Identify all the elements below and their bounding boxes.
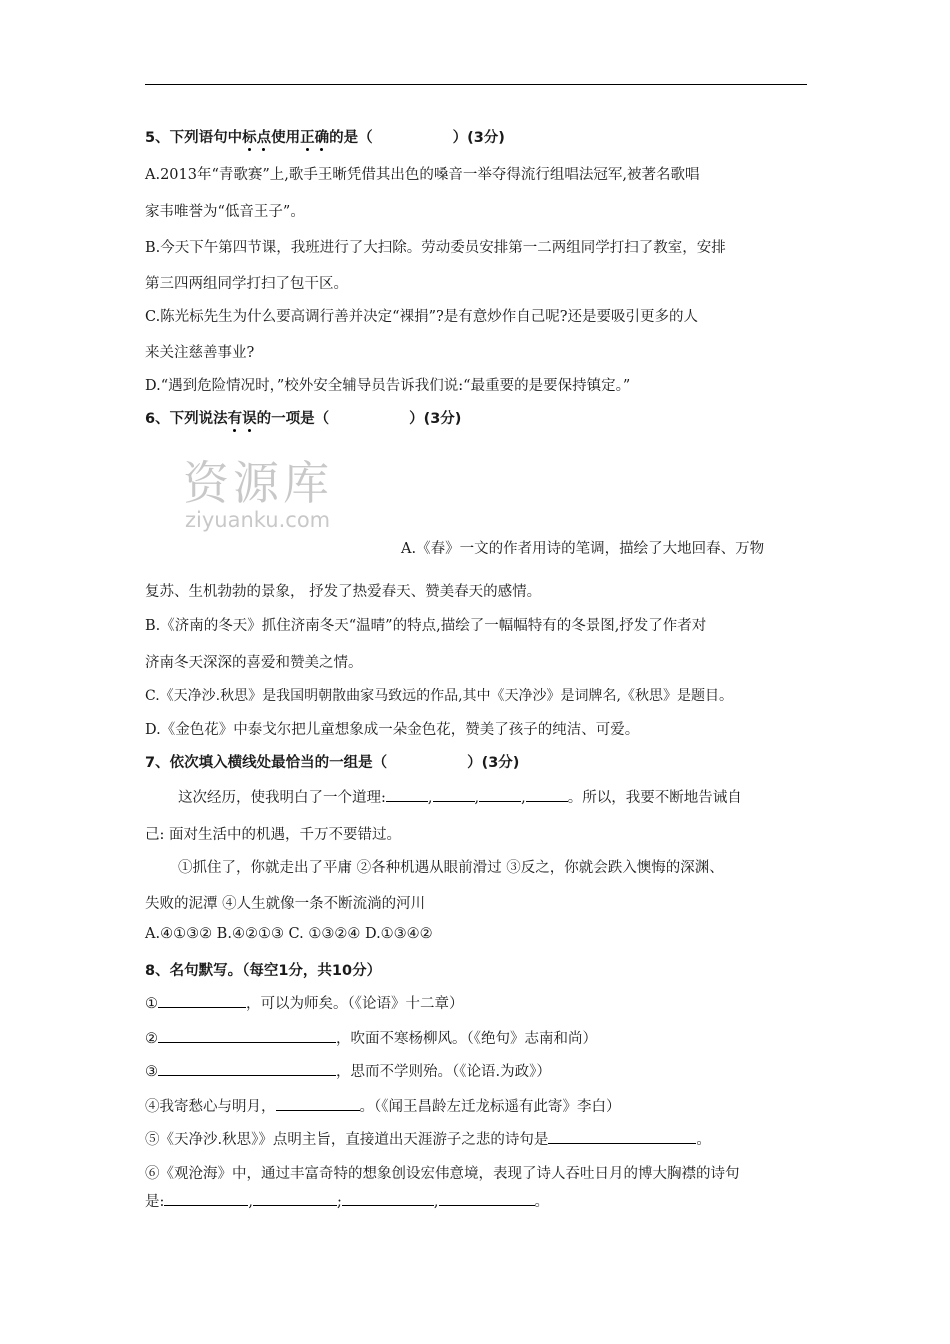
q8-item-text: 。（《闻王昌龄左迁龙标遥有此寄》李白） — [359, 1099, 621, 1115]
q7-passage-line2: 己: 面对生活中的机遇，千万不要错过。 — [145, 827, 401, 843]
question-5-title-text: 使用 — [271, 130, 301, 146]
fill-blank[interactable] — [158, 1062, 336, 1076]
q6-option-b-line2: 济南冬天深深的喜爱和赞美之情。 — [145, 655, 363, 671]
q6-option-a-line2: 复苏、生机勃勃的景象， 抒发了热爱春天、赞美春天的感情。 — [145, 584, 542, 600]
question-5-title — [145, 126, 505, 147]
watermark-en: ziyuanku.com — [185, 508, 331, 532]
question-5-title-text: 5、下列语句中 — [145, 130, 243, 146]
question-6-title-text: 6、下列说法 — [145, 411, 228, 427]
answer-gap — [373, 129, 453, 142]
fill-blank[interactable] — [164, 1192, 248, 1206]
emphasis-char: 误 — [242, 411, 257, 427]
emphasis-char: 点 — [256, 130, 272, 146]
question-7-title-text: 7、依次填入横线处最恰当的一组是（ — [145, 755, 388, 771]
q7-sentences-line1: ①抓住了，你就走出了平庸 ②各种机遇从眼前滑过 ③反之，你就会跌入懊悔的深渊、 — [178, 860, 724, 876]
q5-option-c-line1: C.陈光标先生为什么要高调行善并决定“裸捐”?是有意炒作自己呢?还是要吸引更多的人 — [145, 309, 699, 325]
question-5-title-text: 的是（ — [329, 130, 373, 146]
question-6-title-text: 的一项是（ — [256, 411, 330, 427]
question-7-points: ）(3分) — [467, 755, 520, 771]
q5-option-a-line1: A.2013年“青歌赛”上,歌手王晰凭借其出色的嗓音一举夺得流行组唱法冠军,被著名歌唱 — [145, 167, 700, 183]
fill-blank[interactable] — [386, 788, 428, 802]
q5-option-b-line2: 第三四两组同学打扫了包干区。 — [145, 276, 348, 292]
q8-item-text: ，吹面不寒杨柳风。（《绝句》志南和尚） — [336, 1031, 597, 1047]
q7-passage-text: 这次经历，使我明白了一个道理: — [178, 790, 386, 806]
header-rule — [145, 84, 807, 85]
fill-blank[interactable] — [158, 994, 246, 1008]
q8-item-3 — [145, 1060, 551, 1081]
q7-passage-line1: 这次经历，使我明白了一个道理: , , , 。所以，我要不断地告诫自 — [178, 790, 742, 806]
fill-blank[interactable] — [479, 788, 521, 802]
fill-blank[interactable] — [158, 1029, 336, 1043]
q5-option-d-line1: D.“遇到危险情况时，”校外安全辅导员告诉我们说:“最重要的是要保持镇定。” — [145, 378, 631, 394]
q8-item-text: 。 — [696, 1132, 711, 1148]
fill-blank[interactable] — [439, 1192, 535, 1206]
q8-item-4 — [145, 1095, 621, 1116]
watermark-logo — [183, 458, 333, 532]
fill-blank[interactable] — [253, 1192, 337, 1206]
question-6-points: ）(3分) — [409, 411, 462, 427]
answer-gap — [329, 410, 409, 423]
q6-option-a-line1: A.《春》一文的作者用诗的笔调，描绘了大地回春、万物 — [401, 541, 765, 557]
q8-item-text: ，思而不学则殆。（《论语.为政》） — [336, 1064, 551, 1080]
q8-item-text: ④我寄愁心与明月， — [145, 1099, 276, 1115]
q8-item-1 — [145, 992, 464, 1013]
question-8-title: 8、名句默写。（每空1分，共10分） — [145, 963, 382, 979]
fill-blank[interactable] — [433, 788, 475, 802]
fill-blank[interactable] — [526, 788, 568, 802]
answer-gap — [387, 754, 467, 767]
q8-item-text: ，可以为师矣。（《论语》十二章） — [246, 996, 464, 1012]
fill-blank[interactable] — [548, 1130, 696, 1144]
q6-option-b-line1: B.《济南的冬天》抓住济南冬天“温晴”的特点,描绘了一幅幅特有的冬景图,抒发了作者对 — [145, 618, 707, 634]
q8-item-6-line2: 是: , ; , 。 — [145, 1194, 549, 1210]
q5-option-c-line2: 来关注慈善事业? — [145, 345, 255, 361]
emphasis-char: 有 — [227, 411, 243, 427]
q5-option-a-line2: 家韦唯誉为“低音王子”。 — [145, 204, 305, 220]
q6-option-d-line1: D.《金色花》中泰戈尔把儿童想象成一朵金色花，赞美了孩子的纯洁、可爱。 — [145, 722, 640, 738]
q7-answer-options: A.④①③② B.④②①③ C. ①③②④ D.①③④② — [145, 926, 433, 942]
fill-blank[interactable] — [276, 1097, 360, 1111]
q6-option-c-line1: C.《天净沙.秋思》是我国明朝散曲家马致远的作品,其中《天净沙》是词牌名,《秋思》是题目。 — [145, 688, 734, 704]
question-7-title — [145, 751, 519, 772]
q8-item-number: ③ — [145, 1064, 158, 1080]
q8-item-number: ② — [145, 1031, 158, 1047]
fill-blank[interactable] — [342, 1192, 434, 1206]
question-5-points: ）(3分) — [452, 130, 505, 146]
watermark-cn: 资源库 — [183, 456, 333, 510]
q8-item-number: ① — [145, 996, 158, 1012]
emphasis-char: 确 — [314, 130, 330, 146]
q8-item-2 — [145, 1027, 597, 1048]
q5-option-b-line1: B.今天下午第四节课，我班进行了大扫除。劳动委员安排第一二两组同学打扫了教室，安排 — [145, 240, 726, 256]
q8-item-6-line1: ⑥《观沧海》中，通过丰富奇特的想象创设宏伟意境，表现了诗人吞吐日月的博大胸襟的诗句 — [145, 1166, 740, 1182]
question-6-title — [145, 407, 461, 428]
q8-item-text: 是: — [145, 1194, 165, 1210]
q7-passage-text: 。所以，我要不断地告诫自 — [567, 790, 742, 806]
q7-sentences-line2: 失败的泥潭 ④人生就像一条不断流淌的河川 — [145, 896, 426, 912]
emphasis-char: 标 — [242, 130, 257, 146]
emphasis-char: 正 — [300, 130, 315, 146]
q8-item-text: ⑤《天净沙.秋思》》点明主旨，直接道出天涯游子之悲的诗句是 — [145, 1132, 549, 1148]
q8-item-5 — [145, 1128, 711, 1149]
